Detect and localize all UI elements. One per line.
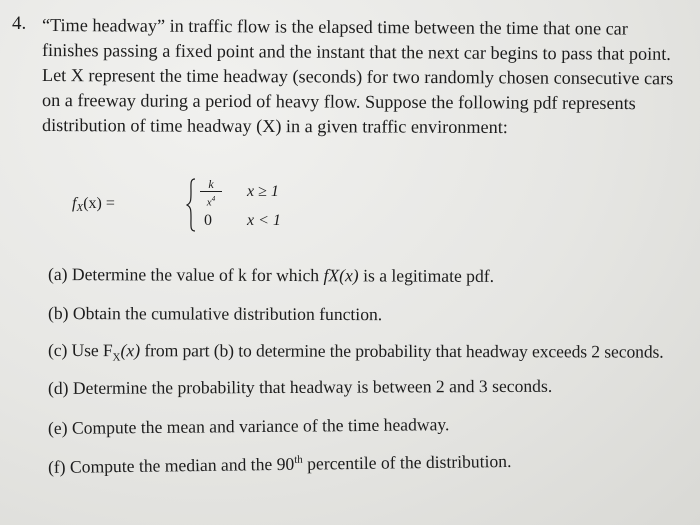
- part-a-text: (a) Determine the value of k for which: [47, 264, 324, 286]
- intro-line: Let X represent the time headway (seconds) for two randomly chosen consecutive cars: [41, 65, 674, 89]
- part-e: (e) Compute the mean and variance of the time headway.: [47, 414, 450, 438]
- case2-value: 0: [204, 212, 212, 229]
- problem-number: 4.: [12, 13, 27, 34]
- formula-lhs: [72, 195, 115, 214]
- case2-condition: x < 1: [247, 212, 281, 229]
- intro-line: “Time headway” in traffic flow is the elapsed time between the time that one car: [41, 15, 628, 39]
- part-c-subscript: X: [112, 351, 121, 364]
- pdf-formula: [72, 176, 332, 234]
- fraction-numerator: k: [200, 178, 222, 192]
- denominator-base: x: [206, 196, 212, 209]
- case1-fraction: [200, 178, 222, 209]
- intro-line: distribution of time headway (X) in a given traffic environment:: [41, 115, 508, 138]
- part-a: [48, 264, 494, 287]
- denominator-exponent: 4: [211, 195, 216, 203]
- formula-f: f: [72, 195, 77, 212]
- case1-condition: x ≥ 1: [247, 183, 279, 200]
- part-c: [48, 340, 664, 365]
- intro-line: on a freeway during a period of heavy flow. Suppose the following pdf represents: [41, 90, 636, 114]
- part-b: (b) Obtain the cumulative distribution function.: [47, 303, 383, 325]
- part-f: [48, 451, 512, 478]
- part-d: (d) Determine the probability that headway is between 2 and 3 seconds.: [47, 375, 553, 398]
- part-c-text: (c) Use F: [47, 340, 113, 361]
- part-a-text-end: is a legitimate pdf.: [358, 265, 495, 286]
- fraction-denominator: [200, 192, 222, 209]
- formula-argument: (x) =: [83, 195, 115, 212]
- part-c-function: (x): [120, 340, 141, 361]
- part-f-text-end: percentile of the distribution.: [302, 450, 512, 474]
- problem-intro: [42, 13, 692, 138]
- part-f-text: (f) Compute the median and the 90: [47, 453, 295, 477]
- formula-subscript: X: [76, 202, 84, 214]
- part-a-function: fX(x): [323, 265, 359, 286]
- left-brace-icon: [186, 178, 196, 232]
- part-c-text-end: from part (b) to determine the probability that headway exceeds 2 seconds.: [140, 340, 664, 362]
- part-f-superscript: th: [294, 453, 303, 466]
- intro-line: finishes passing a fixed point and the instant that the next car begins to pass that point.: [41, 40, 671, 64]
